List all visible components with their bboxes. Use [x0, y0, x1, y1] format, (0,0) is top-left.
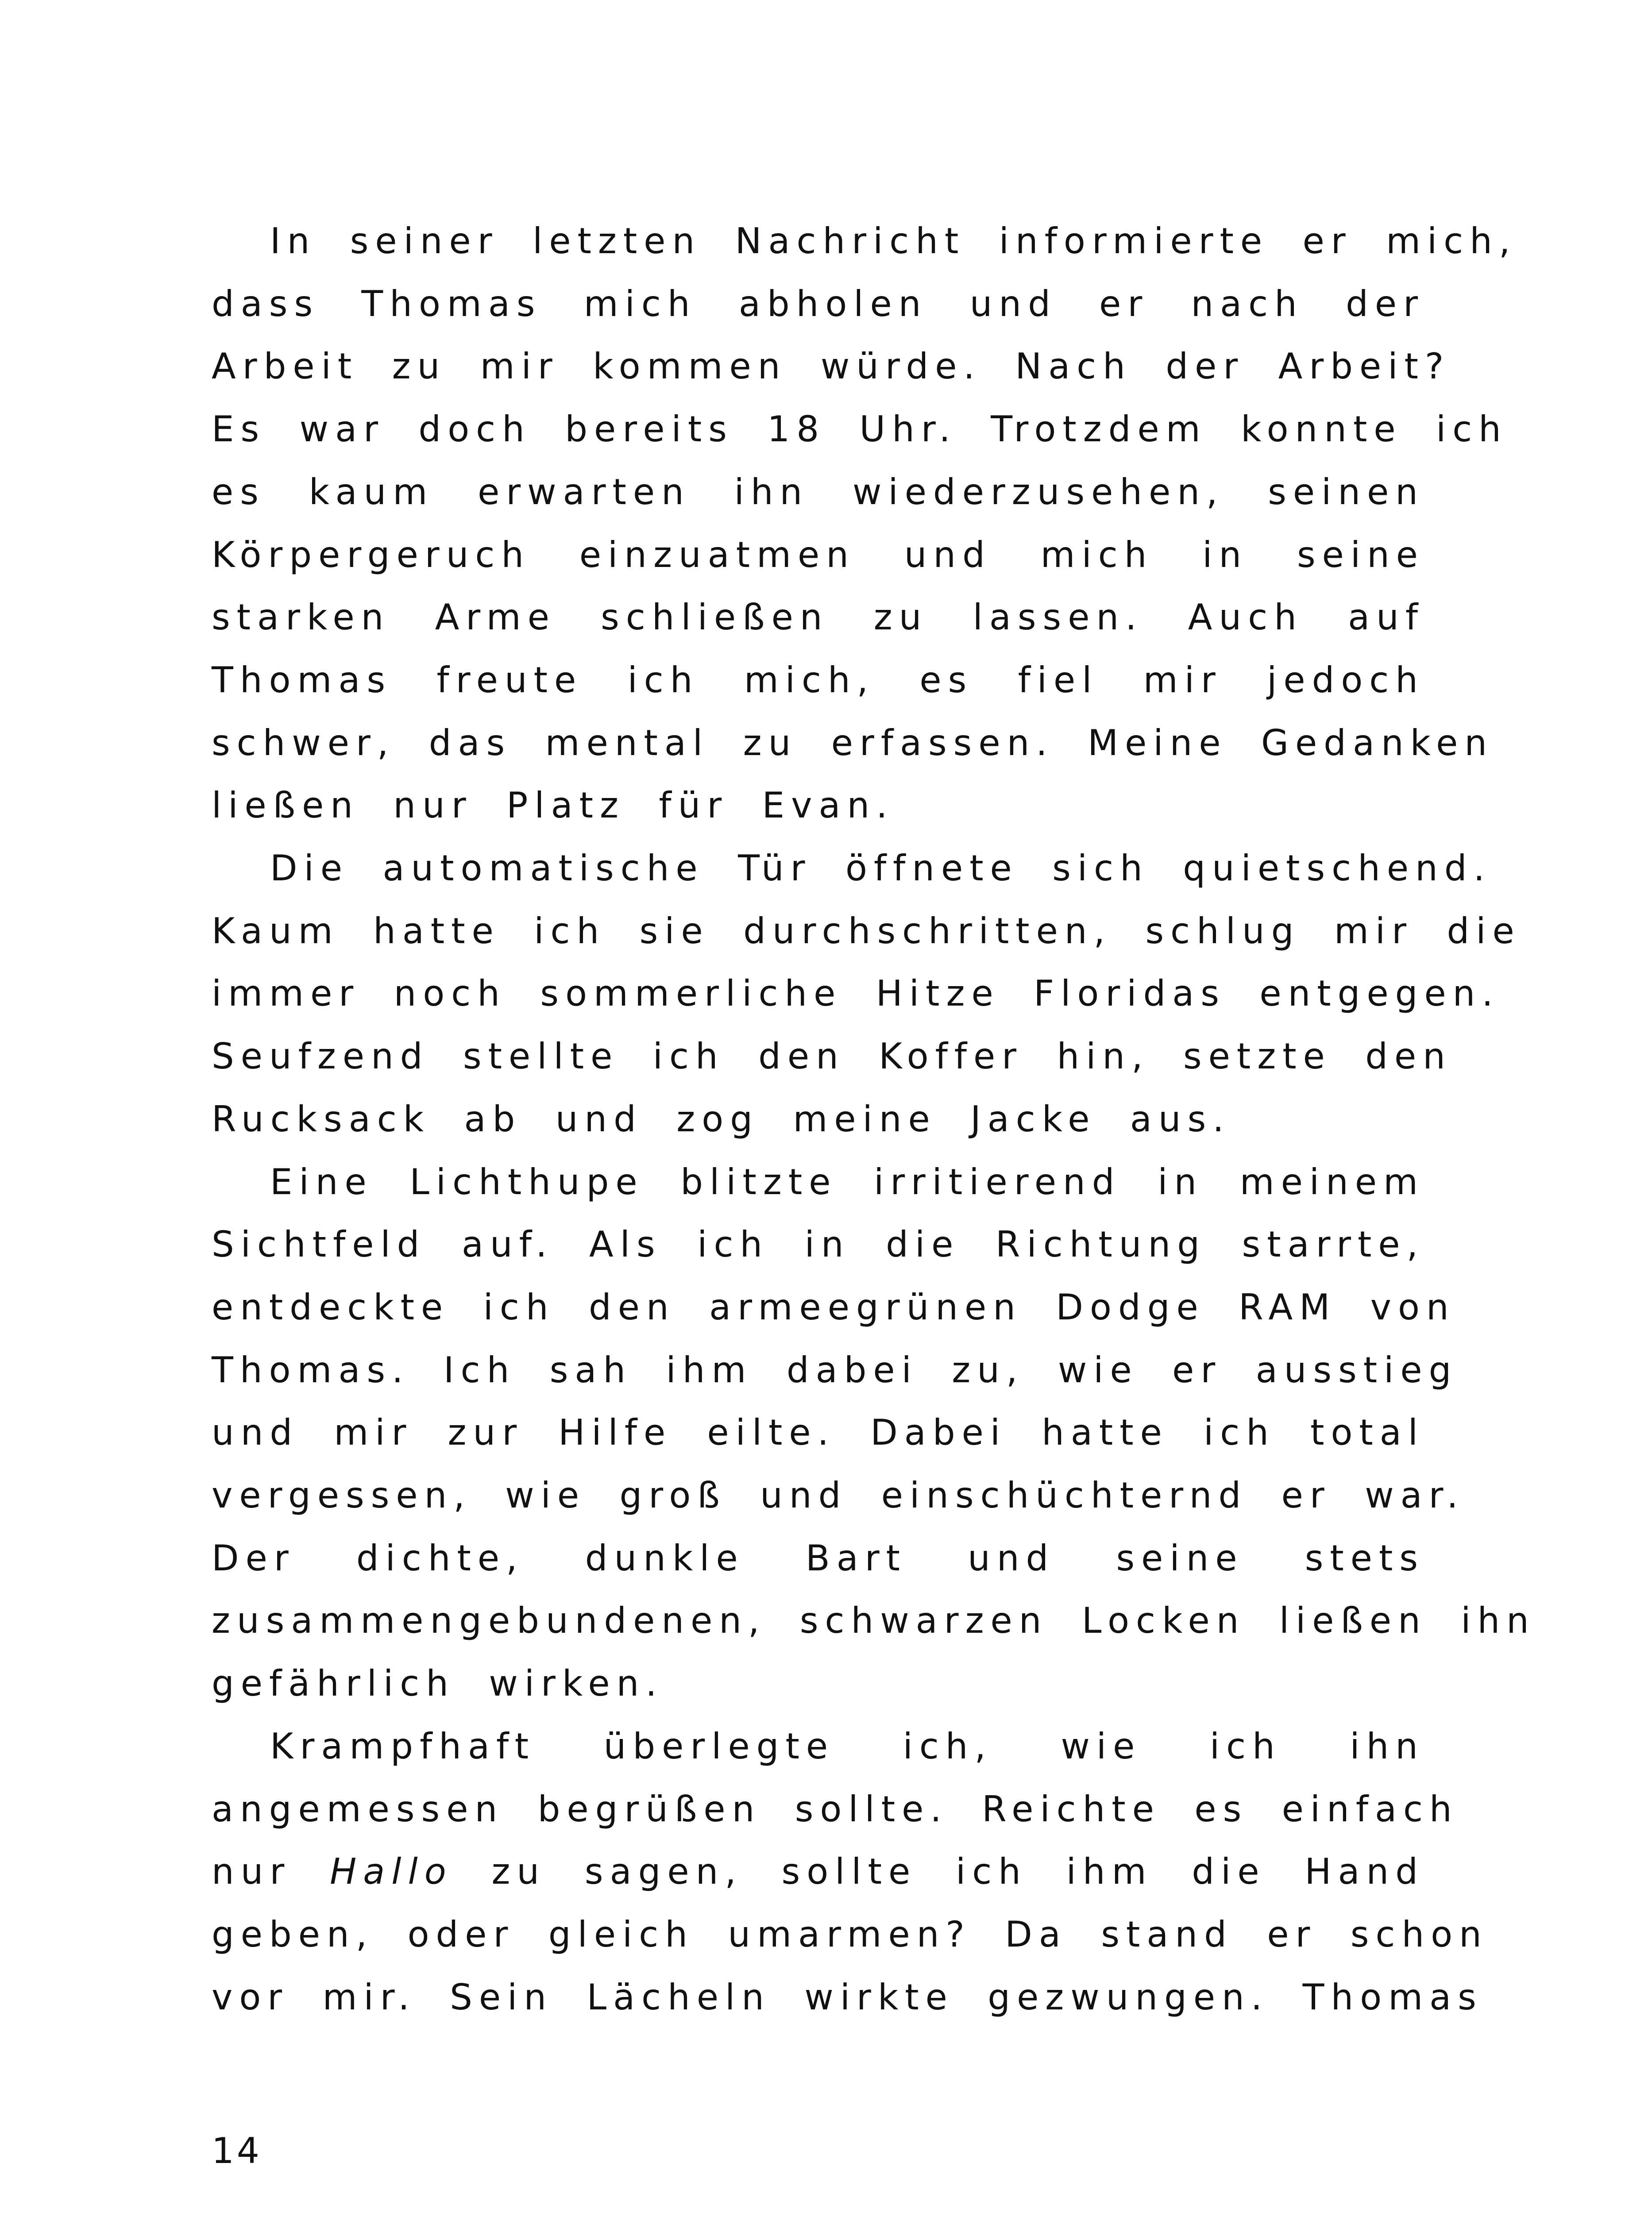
- text-segment: vor mir. Sein Lächeln wirkte gezwungen. Thomas: [212, 1976, 1483, 2018]
- text-segment: Thomas freute ich mich, es fiel mir jedoch: [212, 659, 1424, 701]
- text-segment: Rucksack ab und zog meine Jacke aus.: [212, 1098, 1231, 1140]
- text-line: [212, 524, 1424, 586]
- text-line: [212, 712, 1494, 775]
- text-segment: Der dichte, dunkle Bart und seine stets: [212, 1537, 1424, 1579]
- text-segment: Eine Lichthupe blitzte irritierend in meinem: [270, 1161, 1424, 1203]
- text-segment: Kaum hatte ich sie durchschritten, schlug mir die: [212, 910, 1521, 952]
- text-line: [212, 1213, 1424, 1276]
- text-line: [212, 1589, 1536, 1652]
- text-line: [212, 1464, 1465, 1527]
- text-segment: Seufzend stellte ich den Koffer hin, setzte den: [212, 1036, 1452, 1077]
- text-segment: es kaum erwarten ihn wiederzusehen, seinen: [212, 471, 1424, 513]
- text-segment: Arbeit zu mir kommen würde. Nach der Arbeit?: [212, 346, 1451, 387]
- text-segment: dass Thomas mich abholen und er nach der: [212, 283, 1424, 324]
- text-segment: vergessen, wie groß und einschüchternd er war.: [212, 1475, 1465, 1516]
- text-segment: und mir zur Hilfe eilte. Dabei hatte ich total: [212, 1412, 1424, 1453]
- text-segment: Körpergeruch einzuatmen und mich in seine: [212, 534, 1424, 575]
- text-segment: Krampfhaft überlegte ich, wie ich ihn: [270, 1725, 1424, 1767]
- text-line: [212, 398, 1508, 461]
- text-segment: Sichtfeld auf. Als ich in die Richtung starrte,: [212, 1224, 1424, 1265]
- text-segment: geben, oder gleich umarmen? Da stand er schon: [212, 1913, 1488, 1955]
- text-line: [212, 1715, 1424, 1778]
- text-line: [212, 900, 1521, 963]
- text-line: [212, 837, 1492, 900]
- text-segment: zusammengebundenen, schwarzen Locken ließen ihn: [212, 1600, 1536, 1642]
- text-line: [212, 1088, 1424, 1151]
- text-line: [212, 1966, 1483, 2029]
- text-line: [212, 1025, 1452, 1088]
- text-segment: Die automatische Tür öffnete sich quietschend.: [270, 848, 1492, 889]
- body-text: [212, 210, 1536, 2028]
- text-line: [212, 1401, 1424, 1464]
- text-segment: gefährlich wirken.: [212, 1663, 664, 1704]
- text-line: [212, 1276, 1455, 1339]
- page-number: 14: [212, 2130, 262, 2171]
- text-segment: entdeckte ich den armeegrünen Dodge RAM von: [212, 1286, 1455, 1328]
- text-line: [212, 1652, 1424, 1715]
- text-segment: starken Arme schließen zu lassen. Auch auf: [212, 597, 1424, 638]
- text-line: [212, 1903, 1488, 1966]
- text-line: [212, 1840, 1424, 1903]
- text-line: [212, 1527, 1424, 1590]
- text-line: [212, 273, 1424, 335]
- text-segment: ließen nur Platz für Evan.: [212, 785, 894, 826]
- text-segment: schwer, das mental zu erfassen. Meine Gedanken: [212, 722, 1494, 763]
- text-line: [212, 461, 1424, 524]
- text-segment: nur: [212, 1851, 330, 1893]
- text-segment: zu sagen, sollte ich ihm die Hand: [452, 1851, 1424, 1893]
- text-line: [212, 1778, 1459, 1841]
- text-line: [212, 649, 1424, 712]
- text-segment: In seiner letzten Nachricht informierte er mich,: [270, 220, 1517, 262]
- text-segment: Thomas. Ich sah ihm dabei zu, wie er ausstieg: [212, 1349, 1458, 1391]
- text-line: [212, 774, 1424, 837]
- text-line: [212, 586, 1424, 649]
- text-line: [212, 962, 1500, 1025]
- text-line: [212, 335, 1451, 398]
- text-line: [212, 1339, 1458, 1402]
- text-segment: angemessen begrüßen sollte. Reichte es einfach: [212, 1788, 1459, 1830]
- text-line: [212, 210, 1517, 273]
- text-line: [212, 1151, 1424, 1214]
- emphasized-text: Hallo: [330, 1851, 453, 1893]
- text-segment: immer noch sommerliche Hitze Floridas entgegen.: [212, 973, 1500, 1014]
- text-segment: Es war doch bereits 18 Uhr. Trotzdem konnte ich: [212, 409, 1508, 450]
